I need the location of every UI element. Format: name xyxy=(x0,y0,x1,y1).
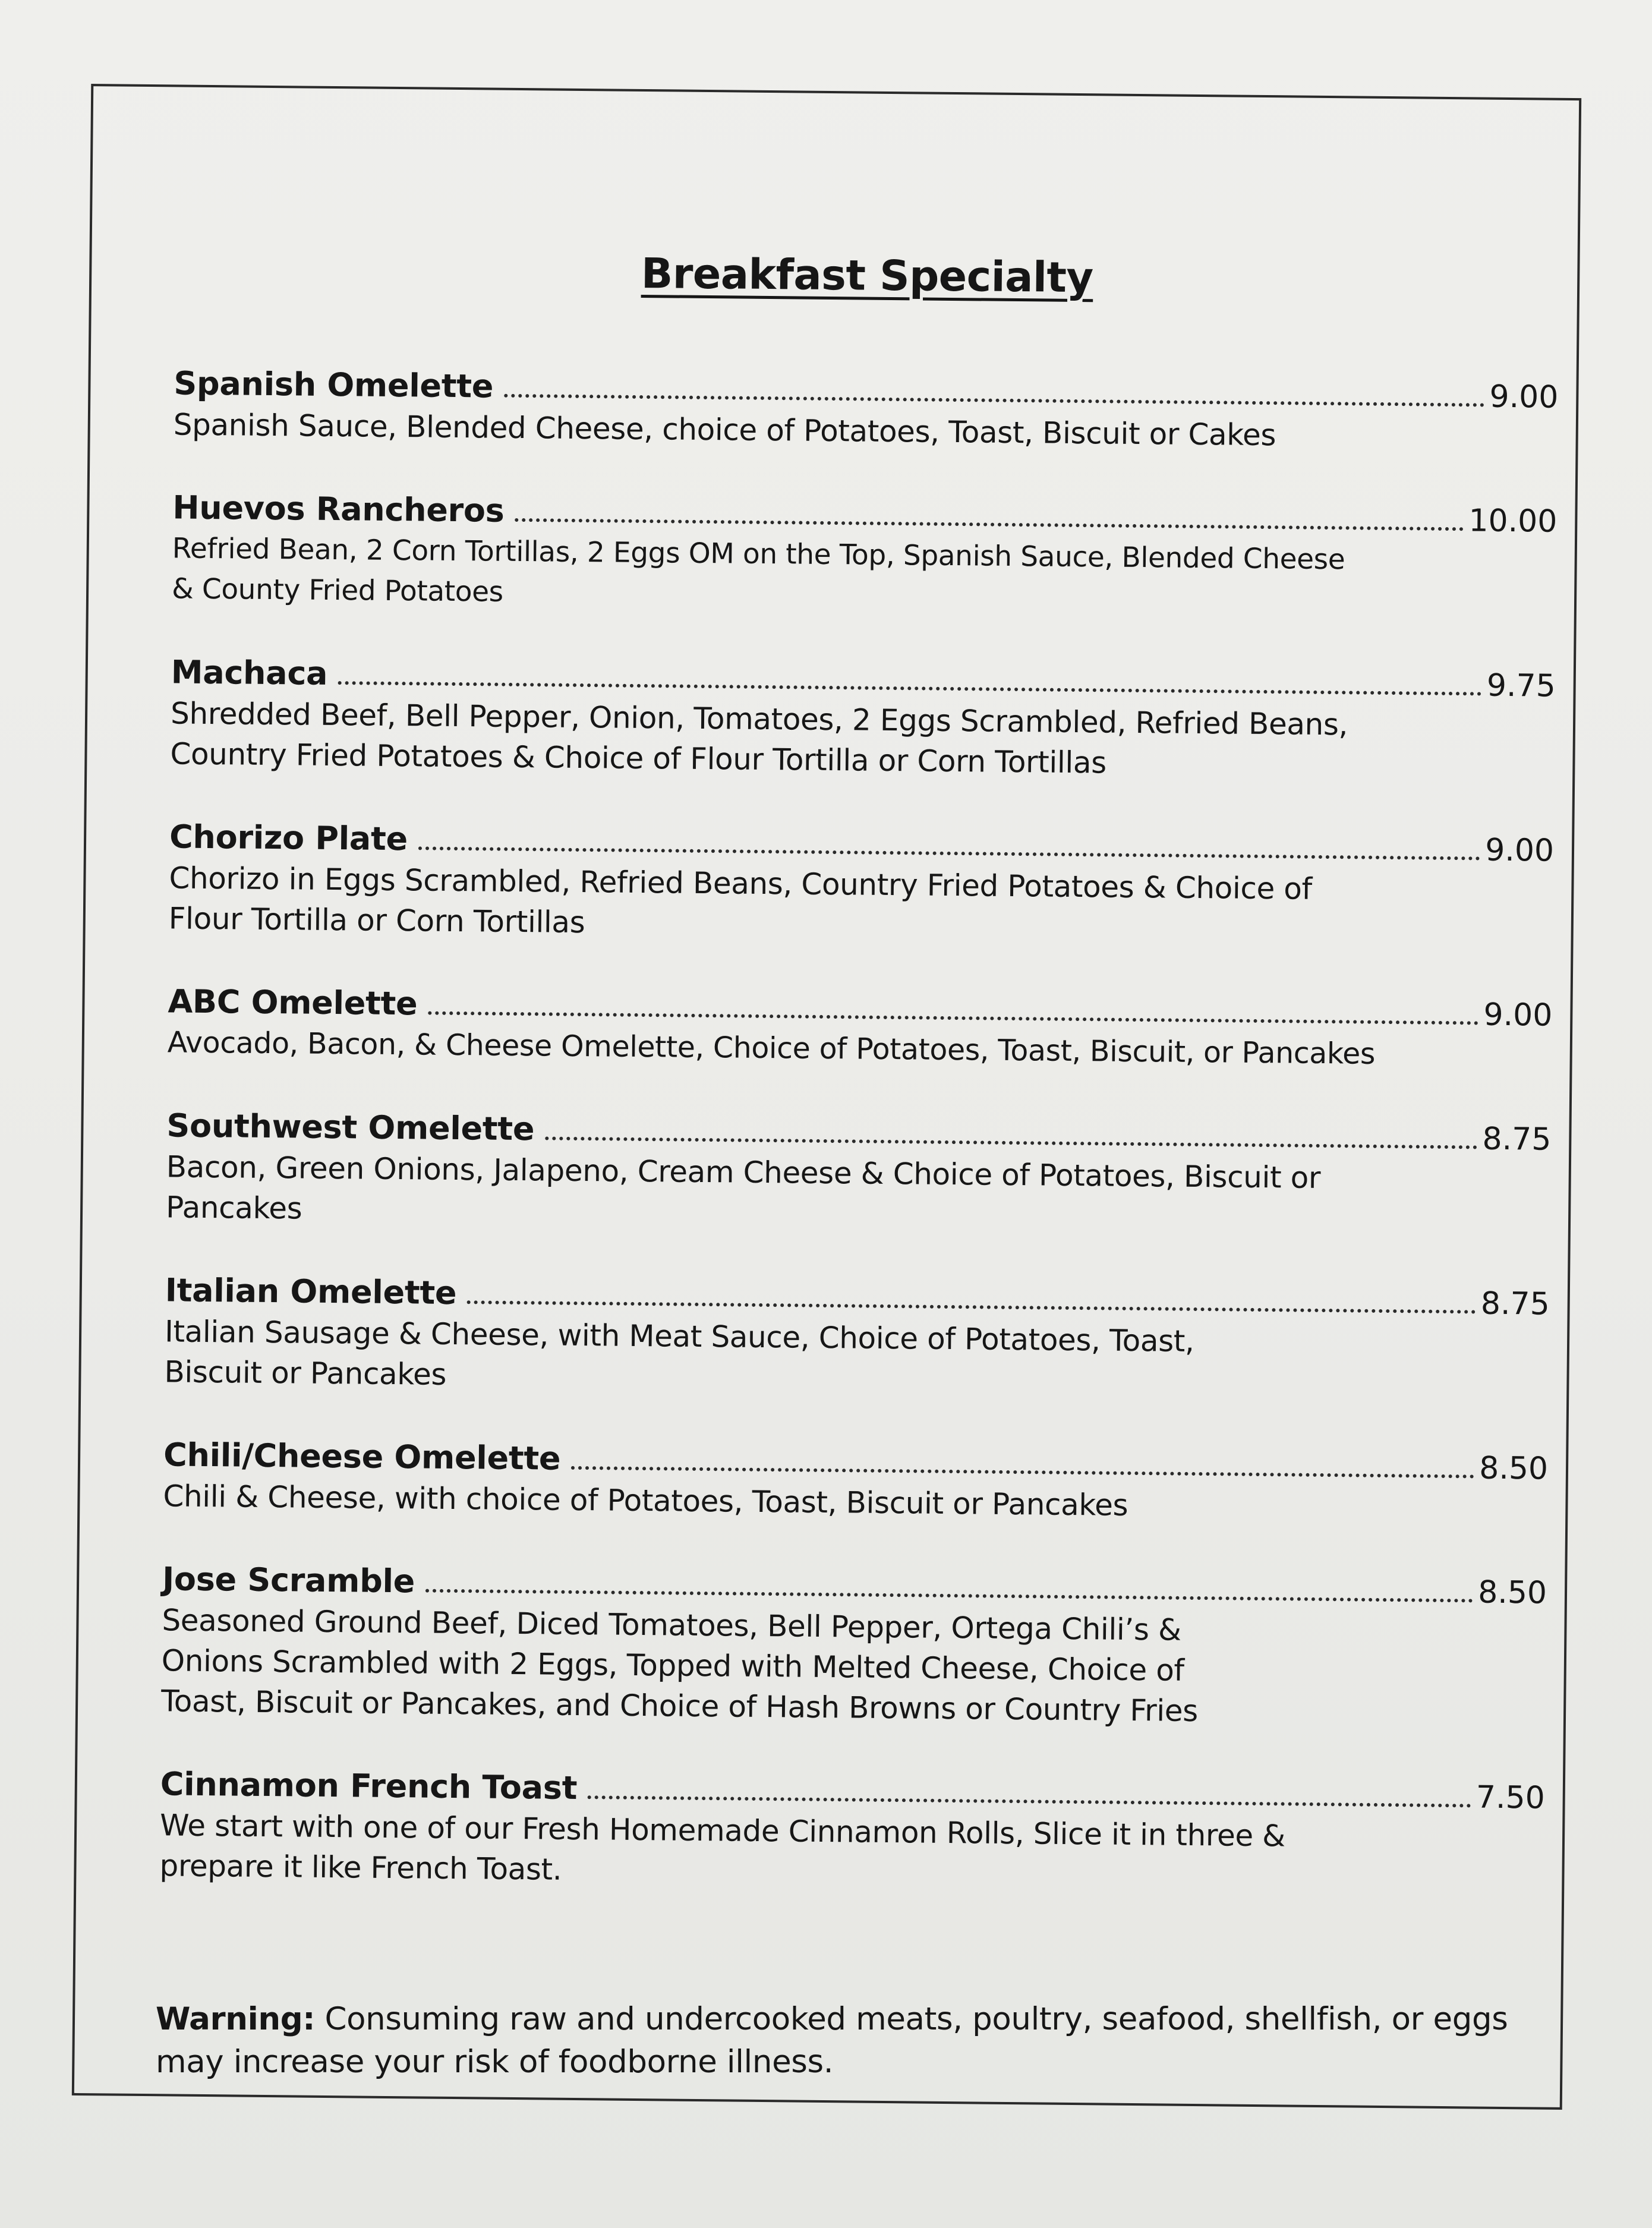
dotted-leader xyxy=(428,1011,1478,1025)
menu-item-price: 9.00 xyxy=(1484,832,1555,869)
menu-item-name: Chorizo Plate xyxy=(169,818,408,858)
menu-item-name: Huevos Rancheros xyxy=(172,489,505,530)
menu-item xyxy=(164,1270,1550,1405)
menu-item-name: Southwest Omelette xyxy=(166,1107,535,1148)
menu-item-description: We start with one of our Fresh Homemade Cinnamon Rolls, Slice it in three & prepare it like French Toast. xyxy=(159,1808,1286,1887)
dotted-leader xyxy=(338,681,1482,695)
menu-item xyxy=(166,1105,1552,1240)
warning-label: Warning: xyxy=(156,2001,316,2037)
dotted-leader xyxy=(504,394,1484,407)
menu-item-description: Chorizo in Eggs Scrambled, Refried Beans, Country Fried Potatoes & Choice of Flour Tortilla or Corn Tortillas xyxy=(168,861,1313,940)
menu-item xyxy=(163,1435,1548,1529)
menu-item-name: Jose Scramble xyxy=(162,1560,415,1600)
dotted-leader xyxy=(588,1795,1471,1807)
menu-item-price: 8.50 xyxy=(1477,1574,1547,1611)
menu-item-name: Italian Omelette xyxy=(165,1271,457,1312)
dotted-leader xyxy=(418,846,1480,860)
menu-item xyxy=(172,487,1558,622)
menu-item-price: 8.75 xyxy=(1480,1285,1550,1322)
menu-item xyxy=(170,652,1556,787)
menu-title: Breakfast Specialty xyxy=(641,248,1093,302)
menu-item-description: Shredded Beef, Bell Pepper, Onion, Tomatoes, 2 Eggs Scrambled, Refried Beans, Country Fried Potatoes & Choice of Flour Tortilla or Corn Tortillas xyxy=(170,696,1348,780)
menu-item-description: Chili & Cheese, with choice of Potatoes, Toast, Biscuit or Pancakes xyxy=(163,1479,1128,1523)
menu-item xyxy=(173,363,1558,458)
menu-item xyxy=(169,817,1555,951)
menu-item-description: Italian Sausage & Cheese, with Meat Sauce, Choice of Potatoes, Toast, Biscuit or Pancakes xyxy=(164,1314,1194,1392)
dotted-leader xyxy=(515,518,1464,531)
foodborne-warning xyxy=(156,1998,1540,2084)
menu-item-price: 7.50 xyxy=(1476,1779,1546,1816)
menu-item-price: 8.50 xyxy=(1478,1450,1549,1487)
menu-item-name: Cinnamon French Toast xyxy=(160,1765,578,1807)
warning-text: Consuming raw and undercooked meats, poultry, seafood, shellfish, or eggs may increase your risk of foodborne illness. xyxy=(156,2001,1508,2080)
menu-item xyxy=(167,981,1552,1076)
menu-item-description: Avocado, Bacon, & Cheese Omelette, Choice of Potatoes, Toast, Biscuit, or Pancakes xyxy=(167,1025,1376,1071)
menu-item-price: 10.00 xyxy=(1468,503,1558,540)
menu-item-description: Refried Bean, 2 Corn Tortillas, 2 Eggs OM on the Top, Spanish Sauce, Blended Cheese & County Fried Potatoes xyxy=(171,532,1345,609)
menu-item-name: ABC Omelette xyxy=(168,982,418,1023)
menu-item-name: Spanish Omelette xyxy=(174,364,494,405)
dotted-leader xyxy=(571,1466,1474,1479)
dotted-leader xyxy=(545,1136,1477,1149)
menu-border-frame xyxy=(72,84,1581,2110)
menu-item-name: Machaca xyxy=(171,653,328,692)
menu-item-description: Spanish Sauce, Blended Cheese, choice of Potatoes, Toast, Biscuit or Cakes xyxy=(173,407,1276,453)
menu-item-description: Bacon, Green Onions, Jalapeno, Cream Cheese & Choice of Potatoes, Biscuit or Pancakes xyxy=(165,1149,1321,1226)
menu-content xyxy=(159,244,1560,1942)
menu-item-price: 9.75 xyxy=(1486,667,1556,704)
menu-item-price: 9.00 xyxy=(1483,997,1553,1033)
menu-item-price: 8.75 xyxy=(1482,1121,1552,1158)
menu-item xyxy=(161,1559,1547,1734)
menu-item-description: Seasoned Ground Beef, Diced Tomatoes, Bell Pepper, Ortega Chili’s & Onions Scrambled with 2 Eggs, Topped with Melted Cheese, Choice of Toast, Biscuit or Pancakes, and Choice of Hash Browns or Country Fries xyxy=(160,1603,1199,1729)
dotted-leader xyxy=(425,1589,1473,1603)
menu-item-name: Chili/Cheese Omelette xyxy=(163,1436,561,1477)
menu-item xyxy=(159,1764,1545,1899)
dotted-leader xyxy=(467,1300,1476,1313)
menu-item-price: 9.00 xyxy=(1489,379,1559,415)
